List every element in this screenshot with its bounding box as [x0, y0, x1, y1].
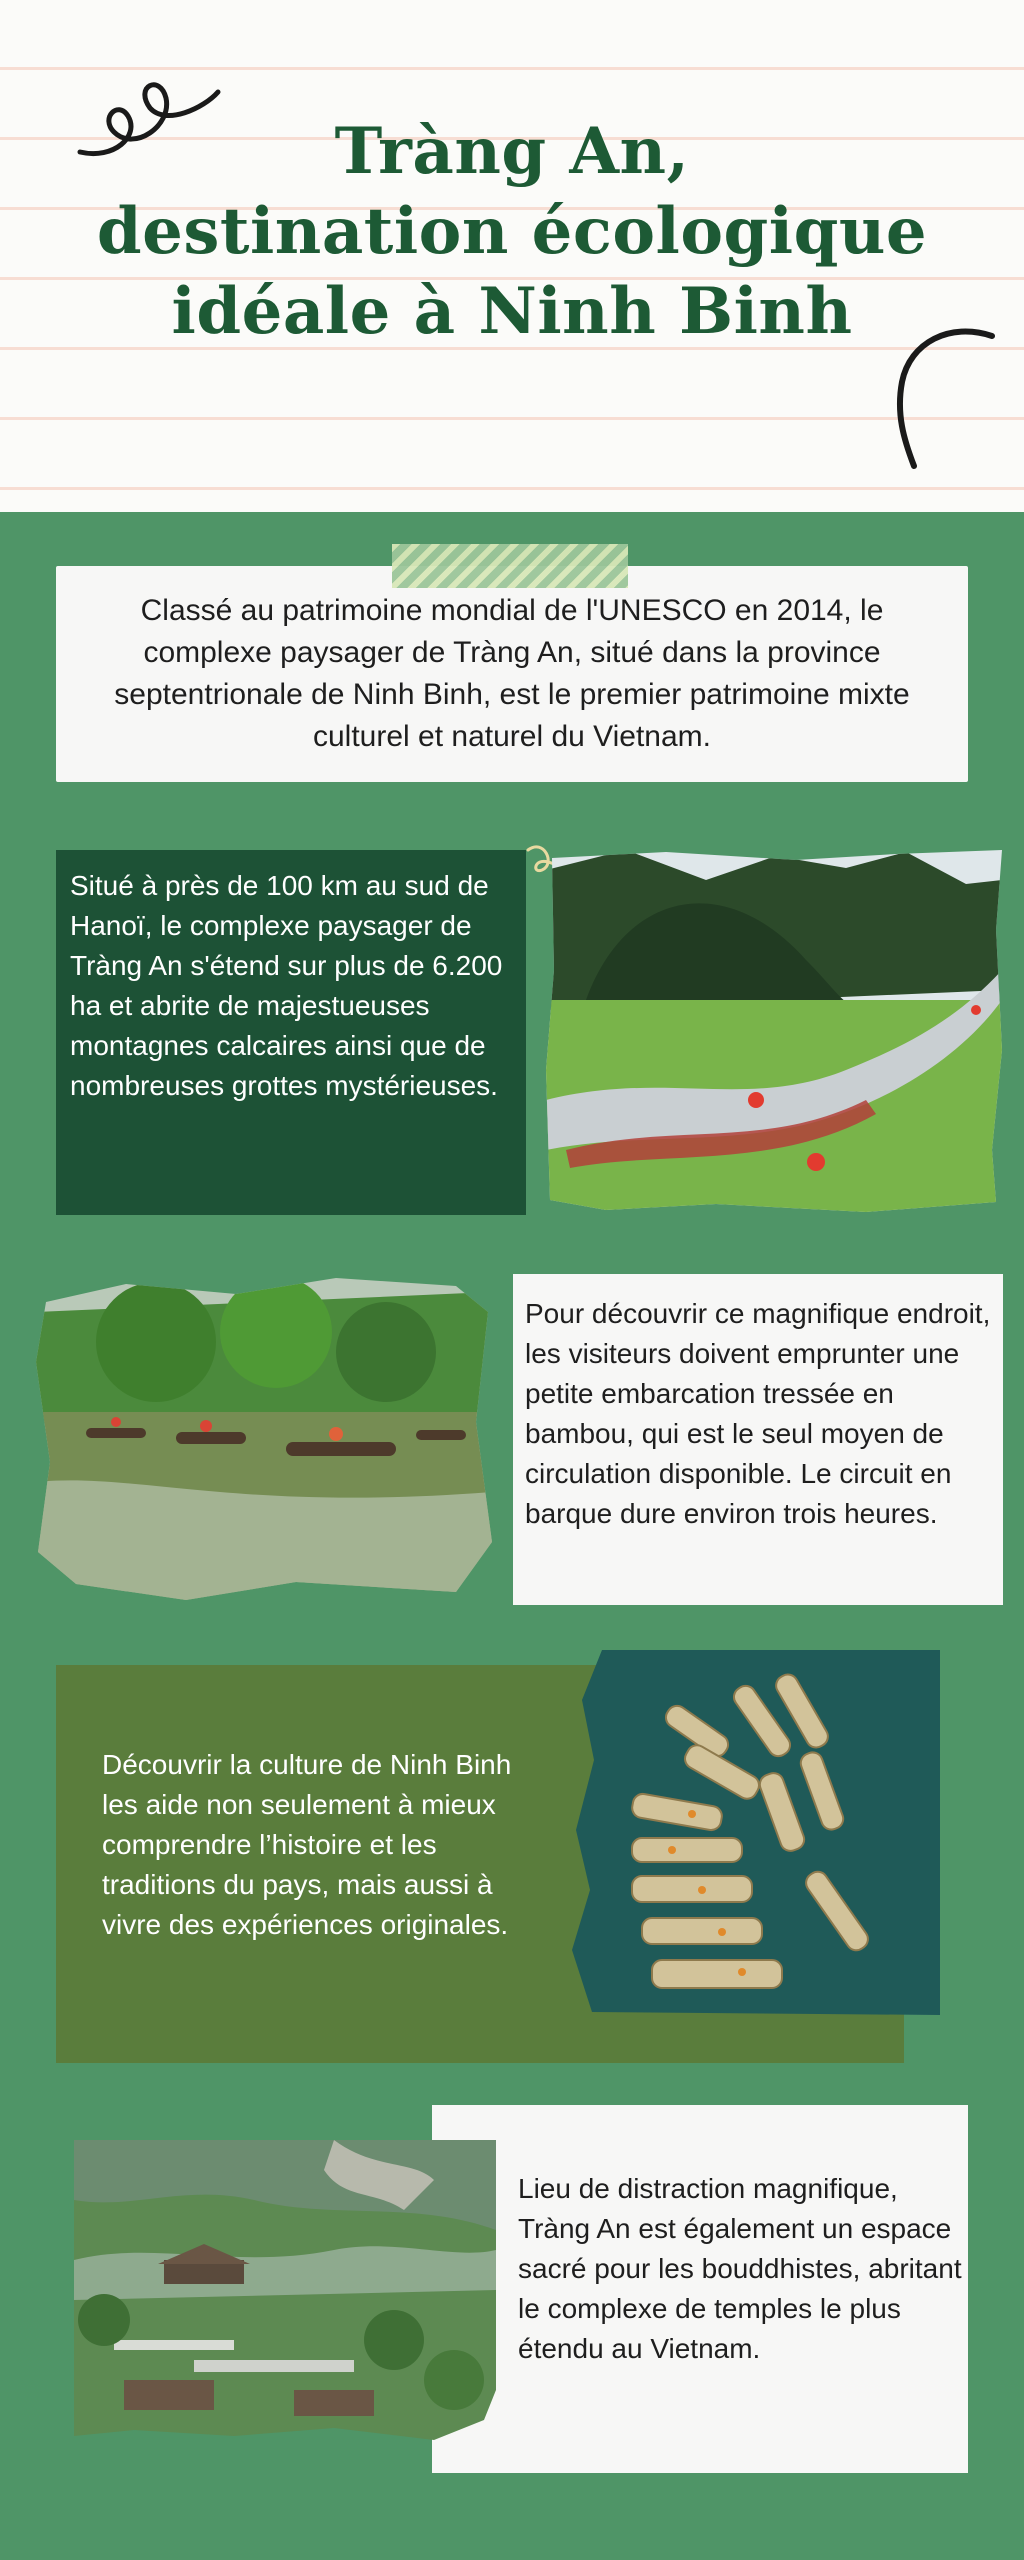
intro-card — [56, 566, 968, 782]
section-4-text-block — [432, 2105, 968, 2473]
photo-temple-complex — [74, 2140, 496, 2440]
photo-bamboo-boats — [36, 1272, 492, 1604]
section-4-text: Lieu de distraction magnifique, Tràng An est également un espace sacré pour les bouddhistes, abritant le complexe de temples le plus étendu au Vietnam. — [518, 2173, 962, 2364]
title-line-3: idéale à Ninh Binh — [171, 274, 853, 349]
intro-text: Classé au patrimoine mondial de l'UNESCO en 2014, le complexe paysager de Tràng An, situé dans la province septentrionale de Ninh Binh, est le premier patrimoine mixte culturel et naturel du Vietnam. — [114, 594, 910, 753]
section-2-text: Pour découvrir ce magnifique endroit, les visiteurs doivent emprunter une petite embarcation tressée en bambou, qui est le seul moyen de circulation disponible. Le circuit en barque dure environ trois heures. — [525, 1298, 991, 1529]
photo-aerial-boats — [572, 1650, 940, 2015]
section-1-text: Situé à près de 100 km au sud de Hanoï, le complexe paysager de Tràng An s'étend sur plus de 6.200 ha et abrite de majestueuses montagnes calcaires ainsi que de nombreuses grottes mystérieuses. — [70, 870, 503, 1101]
arc-doodle-icon — [880, 322, 1000, 472]
header — [0, 0, 1024, 512]
zigzag-tape-icon — [392, 544, 628, 588]
section-3-text: Découvrir la culture de Ninh Binh les aide non seulement à mieux comprendre l’histoire et les traditions du pays, mais aussi à vivre des expériences originales. — [102, 1749, 512, 1940]
title-line-2: destination écologique — [96, 194, 928, 269]
page-title — [40, 112, 984, 352]
section-1-text-block — [56, 850, 526, 1215]
section-2-text-block — [513, 1274, 1003, 1605]
title-line-1: Tràng An, — [334, 114, 690, 189]
photo-river-valley — [546, 850, 1002, 1212]
